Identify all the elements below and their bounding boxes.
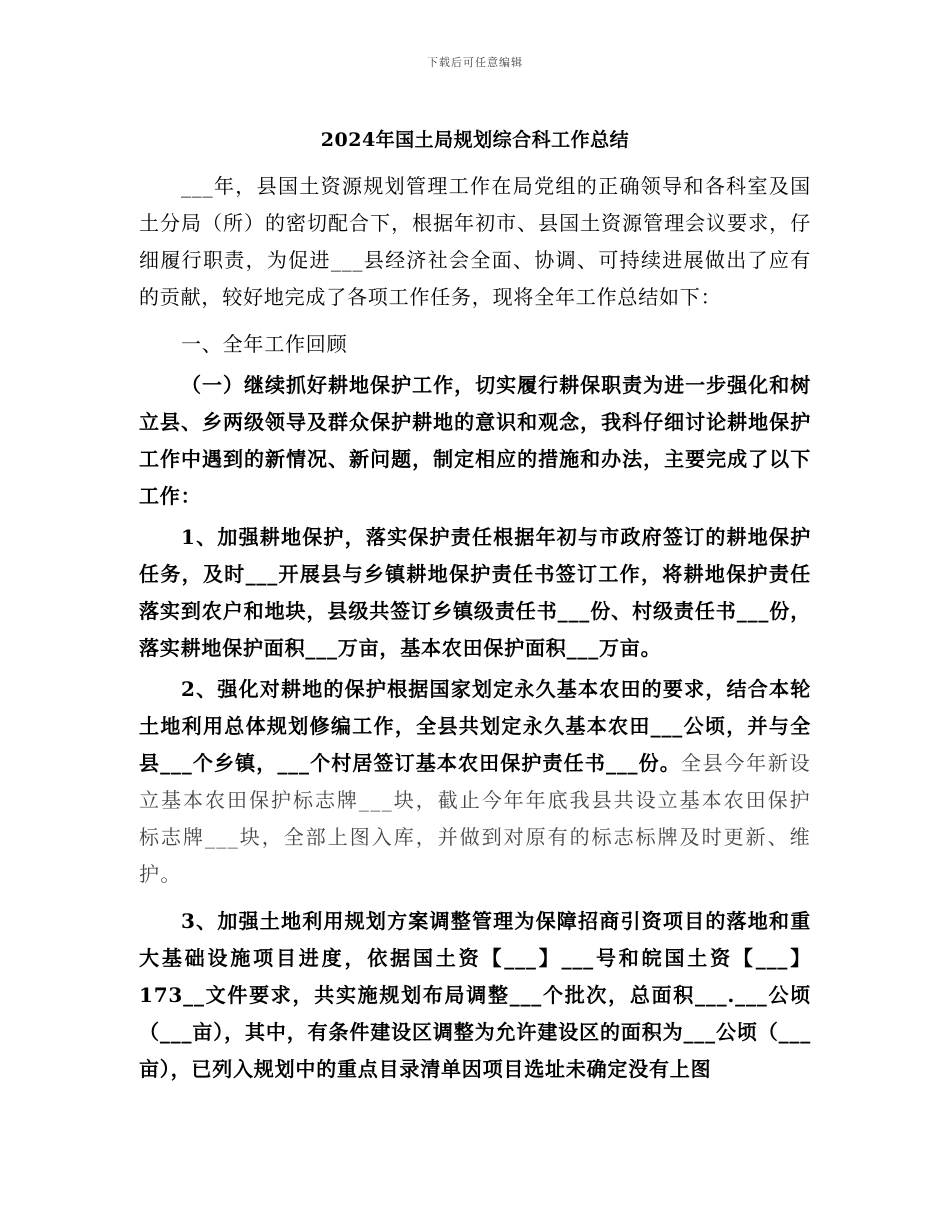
- section-heading: 一、全年工作回顾: [181, 332, 348, 356]
- list-item-paragraph: [139, 671, 811, 893]
- list-item-paragraph: 1、加强耕地保护，落实保护责任根据年初与市政府签订的耕地保护任务，及时___开展县与乡镇耕地保护责任书签订工作，将耕地保护责任落实到农户和地块，县级共签订乡镇级责任书___份、村级责任书___份，落实耕地保护面积___万亩，基本农田保护面积___万亩。: [139, 525, 811, 660]
- page-header-note: 下载后可任意编辑: [427, 56, 523, 69]
- document-title: 2024年国土局规划综合科工作总结: [320, 129, 630, 151]
- list-item-paragraph: 3、加强土地利用规划方案调整管理为保障招商引资项目的落地和重大基础设施项目进度，依据国土资【___】___号和皖国土资【___】173__文件要求，共实施规划布局调整___个批次，总面积___.___公顷（___亩），其中，有条件建设区调整为允许建设区的面积为___公顷（___亩），已列入规划中的重点目录清单因项目选址未确定没有上图: [139, 909, 811, 1081]
- paragraph-light-part: 全县今年新设立基本农田保护标志牌___块，截止今年年底我县共设立基本农田保护标志牌___块，全部上图入库，并做到对原有的标志标牌及时更新、维护。: [139, 751, 812, 886]
- paragraph-bold-part: 2、强化对耕地的保护根据国家划定永久基本农田的要求，结合本轮土地利用总体规划修编工作，全县共划定永久基本农田___公顷，并与全县___个乡镇，___个村居签订基本农田保护责任书___份。: [139, 677, 811, 775]
- paragraph-intro: ___年，县国土资源规划管理工作在局党组的正确领导和各科室及国土分局（所）的密切配合下，根据年初市、县国土资源管理会议要求，仔细履行职责，为促进___县经济社会全面、协调、可持续进展做出了应有的贡献，较好地完成了各项工作任务，现将全年工作总结如下：: [139, 174, 811, 309]
- subsection-paragraph: （一）继续抓好耕地保护工作，切实履行耕保职责为进一步强化和树立县、乡两级领导及群众保护耕地的意识和观念，我科仔细讨论耕地保护工作中遇到的新情况、新问题，制定相应的措施和办法，主要完成了以下工作：: [139, 373, 811, 508]
- document-body: [139, 168, 811, 1088]
